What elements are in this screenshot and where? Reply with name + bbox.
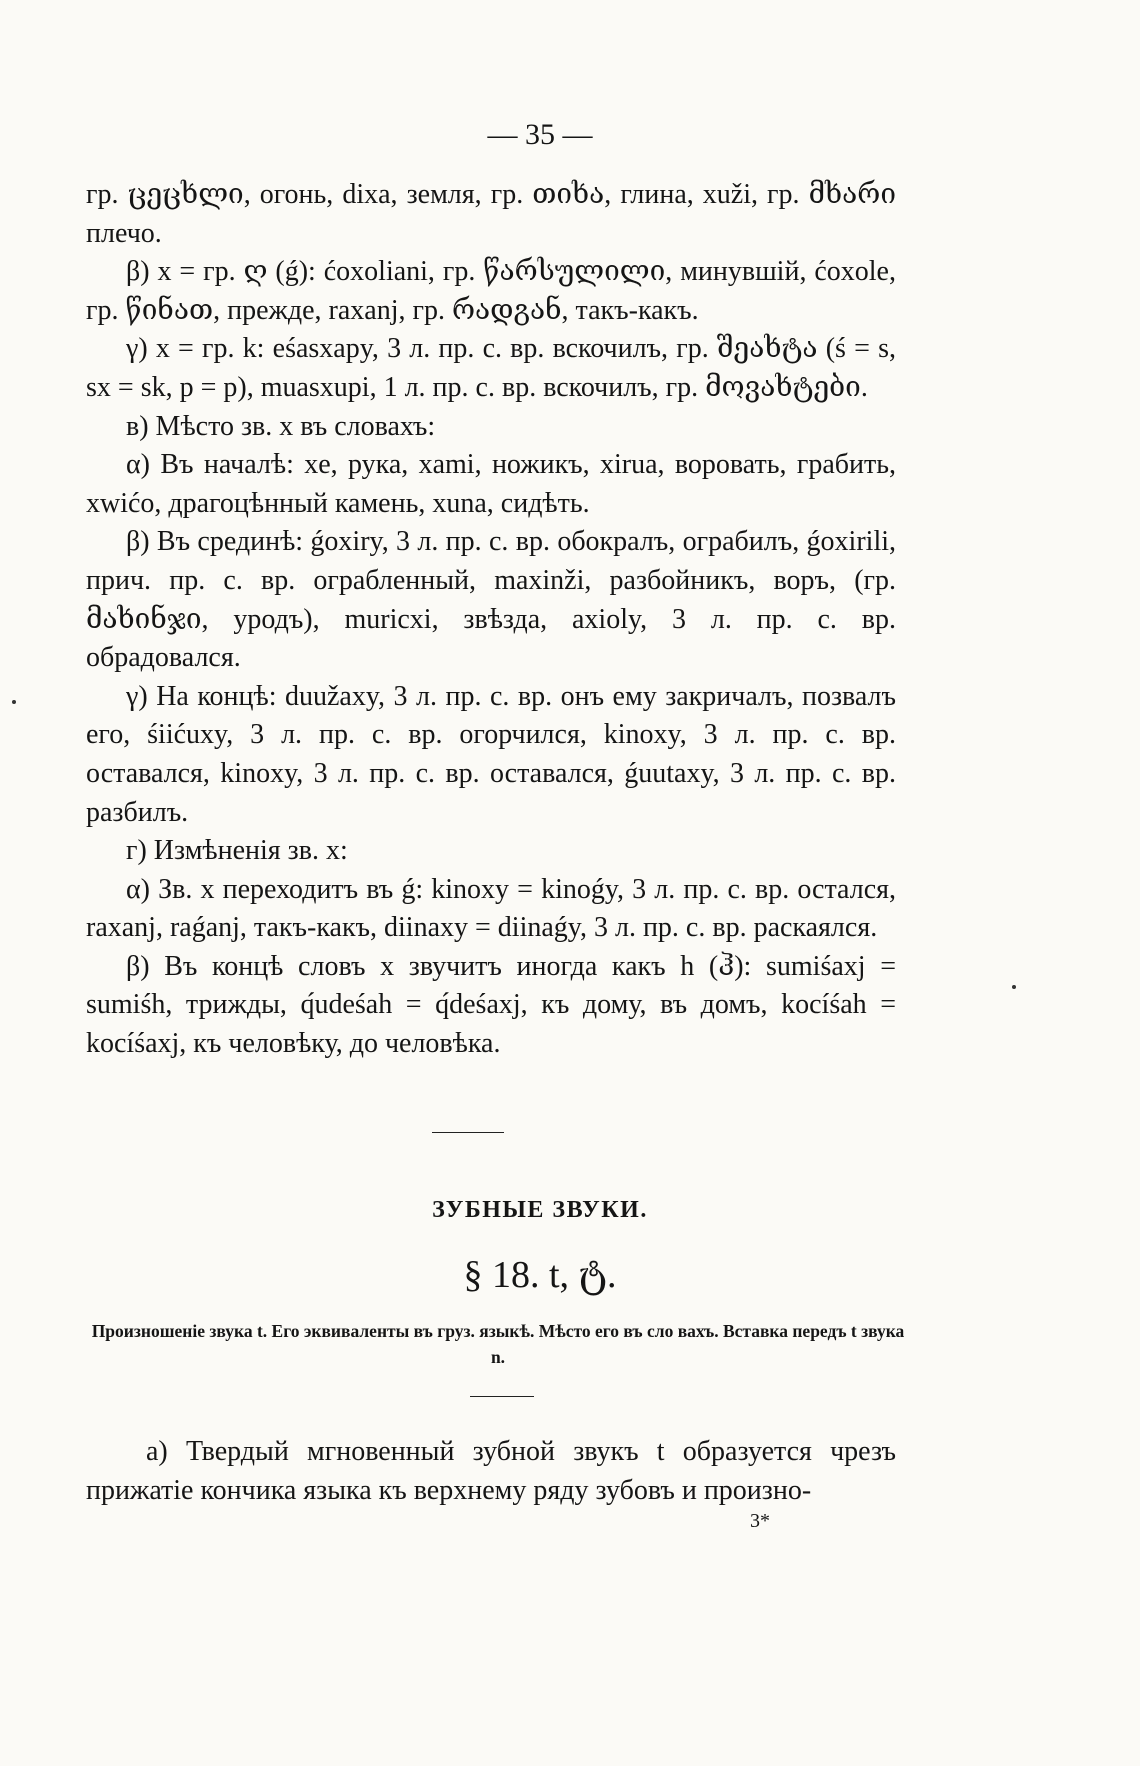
paragraph-5: α) Въ началѣ: xe, рука, xami, ножикъ, xirua, воровать, грабить, xwićo, драгоцѣнный камень, xuna, сидѣть. — [86, 449, 896, 519]
page-number: — 35 — — [487, 118, 593, 151]
paragraph-2: β) x = гр. ღ (ǵ): ćoxoliani, гр. წარსულილი, минувшій, ćoxole, гр. წინათ, прежде, raxanj, гр. რადგან, такъ-какъ. — [86, 256, 896, 326]
body-text — [86, 176, 896, 1064]
paragraph-1: гр. ცეცხლი, огонь, dixa, земля, гр. თიხა, глина, xuži, гр. მხარი плечо. — [86, 179, 896, 249]
section-heading: ЗУБНЫЕ ЗВУКИ. — [432, 1197, 648, 1223]
paragraph-8: г) Измѣненія зв. x: — [126, 835, 348, 867]
margin-speck — [1012, 985, 1016, 989]
paragraph-7: γ) На концѣ: duužaxy, 3 л. пр. с. вр. онъ ему закричалъ, позвалъ его, śiićuxy, 3 л. пр. с. вр. огорчился, kinoxy, 3 л. пр. с. вр. оставался, kinoxy, 3 л. пр. с. вр. оставался, ǵuutaxy, 3 л. пр. с. вр. разбилъ. — [86, 680, 896, 828]
summary-divider — [470, 1396, 534, 1397]
paragraph-9: α) Зв. x переходитъ въ ǵ: kinoxy = kinoǵy, 3 л. пр. с. вр. остался, raxanj, raǵanj, такъ-какъ, diinaxy = diinaǵy, 3 л. пр. с. вр. раскаялся. — [86, 873, 896, 944]
section-divider — [432, 1132, 504, 1133]
paragraph-6: β) Въ срединѣ: ǵoxiry, 3 л. пр. с. вр. обокралъ, ограбилъ, ǵoxirili, прич. пр. с. вр. ограбленный, maxinži, разбойникъ, воръ, (гр. მახინჯი, уродъ), muricxi, звѣзда, axioly, 3 л. пр. с. вр. обрадовался. — [86, 526, 896, 674]
signature-mark: 3* — [750, 1510, 770, 1532]
paragraph-title: § 18. t, ტ. — [463, 1254, 617, 1296]
section-paragraph: а) Твердый мгновенный зубной звукъ t образуется чрезъ прижатіе кончика языка къ верхнему ряду зубовъ и произно- — [86, 1436, 896, 1506]
paragraph-10: β) Въ концѣ словъ x звучитъ иногда какъ h (ჰ): sumiśaxj = sumiśh, трижды, q́udeśah = q́deśaxj, къ дому, въ домъ, kocíśah = kocíśaxj, къ человѣку, до человѣка. — [86, 950, 896, 1060]
margin-speck — [12, 700, 16, 704]
section-body — [86, 1433, 896, 1510]
paragraph-3: γ) x = гр. k: eśasxapy, 3 л. пр. с. вр. вскочилъ, гр. შეახტა (ś = s, sx = sk, p = p), muasxupi, 1 л. пр. с. вр. вскочилъ, гр. მოვახტები. — [86, 333, 896, 403]
paragraph-4: в) Мѣсто зв. x въ словахъ: — [126, 410, 436, 442]
section-summary: Произношеніе звука t. Его эквиваленты въ груз. языкѣ. Мѣсто его въ сло вахъ. Вставка передъ t звука n. — [91, 1321, 905, 1367]
